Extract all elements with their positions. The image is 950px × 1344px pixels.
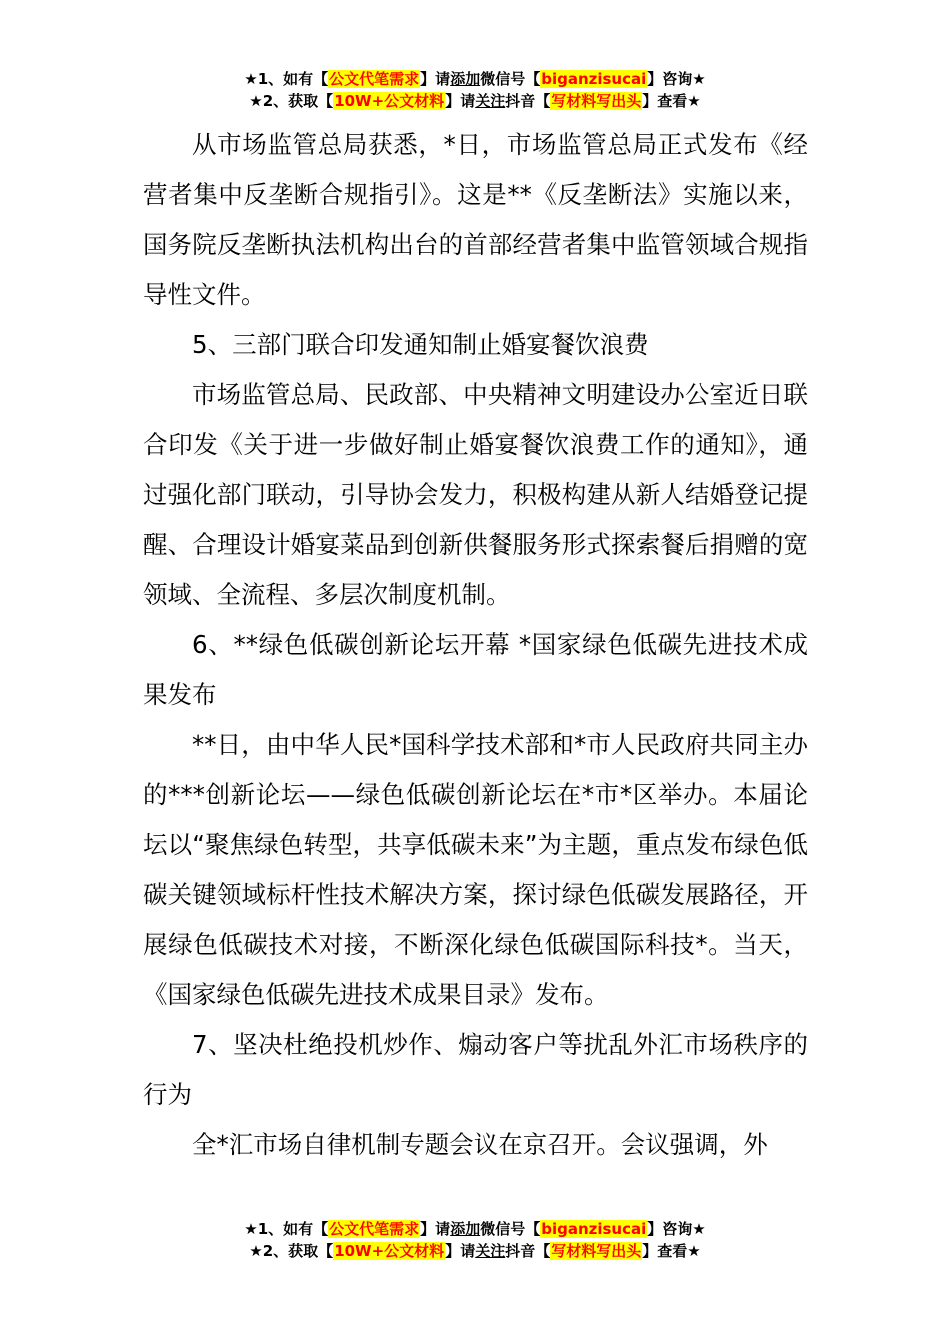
banner-line-1 — [0, 1218, 950, 1240]
banner-highlight: 公文代笔需求 — [329, 1220, 420, 1238]
banner-text: 微信号【 — [480, 70, 541, 88]
section-heading: 7、坚决杜绝投机炒作、煽动客户等扰乱外汇市场秩序的行为 — [143, 1030, 808, 1109]
section-heading: 6、**绿色低碳创新论坛开幕 *国家绿色低碳先进技术成果发布 — [143, 630, 808, 709]
document-body — [143, 120, 808, 1170]
banner-text: 】查看★ — [642, 92, 701, 110]
banner-text: 抖音【 — [505, 1242, 551, 1260]
banner-text: 】请 — [445, 1242, 476, 1260]
banner-highlight: 10W+公文材料 — [334, 1242, 445, 1260]
banner-highlight: 公文代笔需求 — [329, 70, 420, 88]
banner-text: 】请 — [420, 1220, 451, 1238]
banner-text: ★2、获取【 — [249, 92, 334, 110]
banner-underline: 关注 — [475, 1242, 506, 1260]
banner-text: ★1、如有【 — [244, 70, 329, 88]
banner-line-2 — [0, 90, 950, 112]
footer-banner — [0, 1218, 950, 1262]
paragraph: **日，由中华人民*国科学技术部和*市人民政府共同主办的***创新论坛——绿色低碳创新论坛在*市*区举办。本届论坛以“聚焦绿色转型，共享低碳未来”为主题，重点发布绿色低碳关键领域标杆性技术解决方案，探讨绿色低碳发展路径，开展绿色低碳技术对接，不断深化绿色低碳国际科技*。当天，《国家绿色低碳先进技术成果目录》发布。 — [143, 730, 808, 1009]
banner-highlight: biganzisucai — [541, 1220, 647, 1238]
banner-line-1 — [0, 68, 950, 90]
banner-highlight: 10W+公文材料 — [334, 92, 445, 110]
banner-line-2 — [0, 1240, 950, 1262]
banner-text: 微信号【 — [480, 1220, 541, 1238]
banner-highlight: 写材料写出头 — [551, 92, 642, 110]
banner-text: ★2、获取【 — [249, 1242, 334, 1260]
banner-text: 抖音【 — [505, 92, 551, 110]
banner-text: 】查看★ — [642, 1242, 701, 1260]
banner-highlight: biganzisucai — [541, 70, 647, 88]
banner-text: 】咨询★ — [647, 1220, 706, 1238]
banner-underline: 关注 — [475, 92, 506, 110]
banner-text: 】请 — [420, 70, 451, 88]
paragraph: 市场监管总局、民政部、中央精神文明建设办公室近日联合印发《关于进一步做好制止婚宴餐饮浪费工作的通知》，通过强化部门联动，引导协会发力，积极构建从新人结婚登记提醒、合理设计婚宴菜品到创新供餐服务形式探索餐后捐赠的宽领域、全流程、多层次制度机制。 — [143, 380, 808, 609]
paragraph: 从市场监管总局获悉，*日，市场监管总局正式发布《经营者集中反垄断合规指引》。这是**《反垄断法》实施以来，国务院反垄断执法机构出台的首部经营者集中监管领域合规指导性文件。 — [143, 130, 808, 309]
banner-underline: 添加 — [450, 1220, 481, 1238]
header-banner — [0, 68, 950, 112]
banner-text: ★1、如有【 — [244, 1220, 329, 1238]
banner-text: 】咨询★ — [647, 70, 706, 88]
paragraph: 全*汇市场自律机制专题会议在京召开。会议强调，外 — [192, 1130, 768, 1159]
section-heading: 5、三部门联合印发通知制止婚宴餐饮浪费 — [192, 330, 649, 359]
banner-underline: 添加 — [450, 70, 481, 88]
banner-text: 】请 — [445, 92, 476, 110]
banner-highlight: 写材料写出头 — [551, 1242, 642, 1260]
